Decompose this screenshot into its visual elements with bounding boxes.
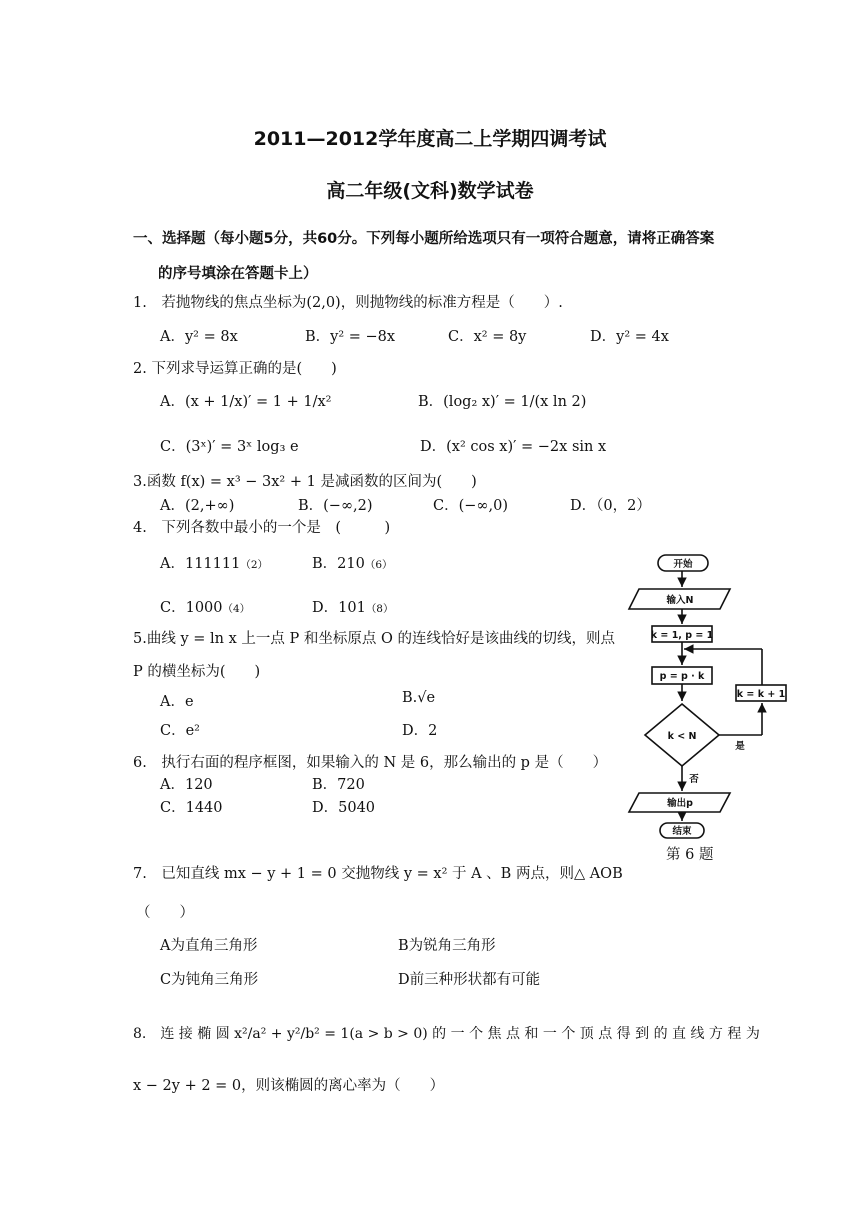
q1-option-b: B．y² = −8x: [305, 329, 396, 345]
q3-stem: 3.函数 f(x) = x³ − 3x² + 1 是减函数的区间为( ): [133, 474, 477, 490]
q7-option-c: C为钝角三角形: [160, 972, 259, 988]
exam-title: 2011—2012学年度高二上学期四调考试: [253, 128, 607, 150]
flowchart-output-label: 输出p: [667, 798, 693, 809]
q8-stem-line1: 8. 连 接 椭 圆 x²/a² + y²/b² = 1(a > b > 0) 的 一 个 焦 点 和 一 个 顶 点 得 到 的 直 线 方 程 为: [133, 1026, 760, 1042]
q8-stem-line2: x − 2y + 2 = 0，则该椭圆的离心率为（ ）: [133, 1078, 445, 1094]
q6-stem: 6. 执行右面的程序框图，如果输入的 N 是 6，那么输出的 p 是（ ）: [133, 755, 608, 771]
q6-option-c: C．1440: [160, 800, 223, 816]
flowchart-decision-label: k < N: [667, 731, 697, 742]
section-heading-line1: 一、选择题（每小题5分，共60分。下列每小题所给选项只有一项符合题意，请将正确答案: [133, 231, 715, 247]
flowchart-increment-label: k = k + 1: [736, 689, 786, 700]
flowchart-end-label: 结束: [672, 826, 692, 837]
q4-stem: 4. 下列各数中最小的一个是 ( ): [133, 520, 391, 536]
q6-option-d: D．5040: [312, 800, 376, 816]
q4-option-d: [312, 596, 394, 617]
flowchart-assign-label: p = p · k: [659, 671, 705, 682]
q1-stem: 1. 若抛物线的焦点坐标为(2,0)，则抛物线的标准方程是（ ）.: [133, 295, 563, 311]
q1-option-d: D．y² = 4x: [590, 329, 669, 345]
q4-option-a: [160, 552, 268, 573]
q7-option-b: B为锐角三角形: [398, 938, 496, 954]
q6-option-b: B．720: [312, 777, 365, 793]
flowchart-caption: 第 6 题: [666, 847, 714, 863]
q5-option-b: B.√e: [402, 690, 436, 706]
q4-option-a-text: A．111111: [160, 556, 241, 572]
flowchart-start-label: 开始: [673, 559, 693, 570]
q4-option-c-text: C．1000: [160, 600, 223, 616]
q4-option-b-text: B．210: [312, 556, 365, 572]
flowchart-init-label: k = 1, p = 1: [650, 630, 714, 641]
q2-option-c: C．(3ˣ)′ = 3ˣ log₃ e: [160, 439, 299, 455]
q7-stem: 7. 已知直线 mx − y + 1 = 0 交抛物线 y = x² 于 A 、B 两点，则△ AOB: [133, 866, 623, 882]
q3-option-c: C．(−∞,0): [433, 498, 508, 514]
q2-option-a: A．(x + 1/x)′ = 1 + 1/x²: [160, 394, 332, 410]
q1-option-c: C．x² = 8y: [448, 329, 527, 345]
q4-option-b-base: （6）: [364, 559, 393, 571]
q6-option-a: A．120: [160, 777, 213, 793]
flowchart-diagram: [620, 548, 786, 838]
q5-option-d: D．2: [402, 723, 438, 739]
q4-option-a-base: （2）: [240, 559, 269, 571]
exam-subtitle: 高二年级(文科)数学试卷: [326, 180, 534, 202]
q4-option-d-text: D．101: [312, 600, 366, 616]
q4-option-d-base: （8）: [365, 603, 394, 615]
q3-option-d: D．（0，2）: [570, 498, 651, 514]
q2-option-b: B．(log₂ x)′ = 1/(x ln 2): [418, 394, 587, 410]
q2-option-d: D．(x² cos x)′ = −2x sin x: [420, 439, 607, 455]
q5-option-c: C．e²: [160, 723, 200, 739]
flowchart-no-label: 否: [689, 774, 699, 785]
q3-option-a: A．(2,+∞): [160, 498, 235, 514]
q4-option-b: [312, 552, 393, 573]
flowchart-yes-label: 是: [735, 741, 745, 752]
section-heading-line2: 的序号填涂在答题卡上）: [158, 266, 318, 282]
q5-option-a: A．e: [160, 694, 194, 710]
q1-option-a: A．y² = 8x: [160, 329, 238, 345]
flowchart-input-label: 输入N: [666, 595, 694, 606]
q5-stem-line2: P 的横坐标为( ): [133, 664, 261, 680]
q5-stem-line1: 5.曲线 y = ln x 上一点 P 和坐标原点 O 的连线恰好是该曲线的切线，则点: [133, 631, 615, 647]
q7-option-d: D前三种形状都有可能: [398, 972, 541, 988]
q2-stem: 2. 下列求导运算正确的是( ): [133, 361, 337, 377]
q7-answer-paren: （ ）: [136, 905, 194, 921]
q4-option-c-base: （4）: [222, 603, 251, 615]
q7-option-a: A为直角三角形: [160, 938, 258, 954]
q4-option-c: [160, 596, 250, 617]
q3-option-b: B．(−∞,2): [298, 498, 373, 514]
